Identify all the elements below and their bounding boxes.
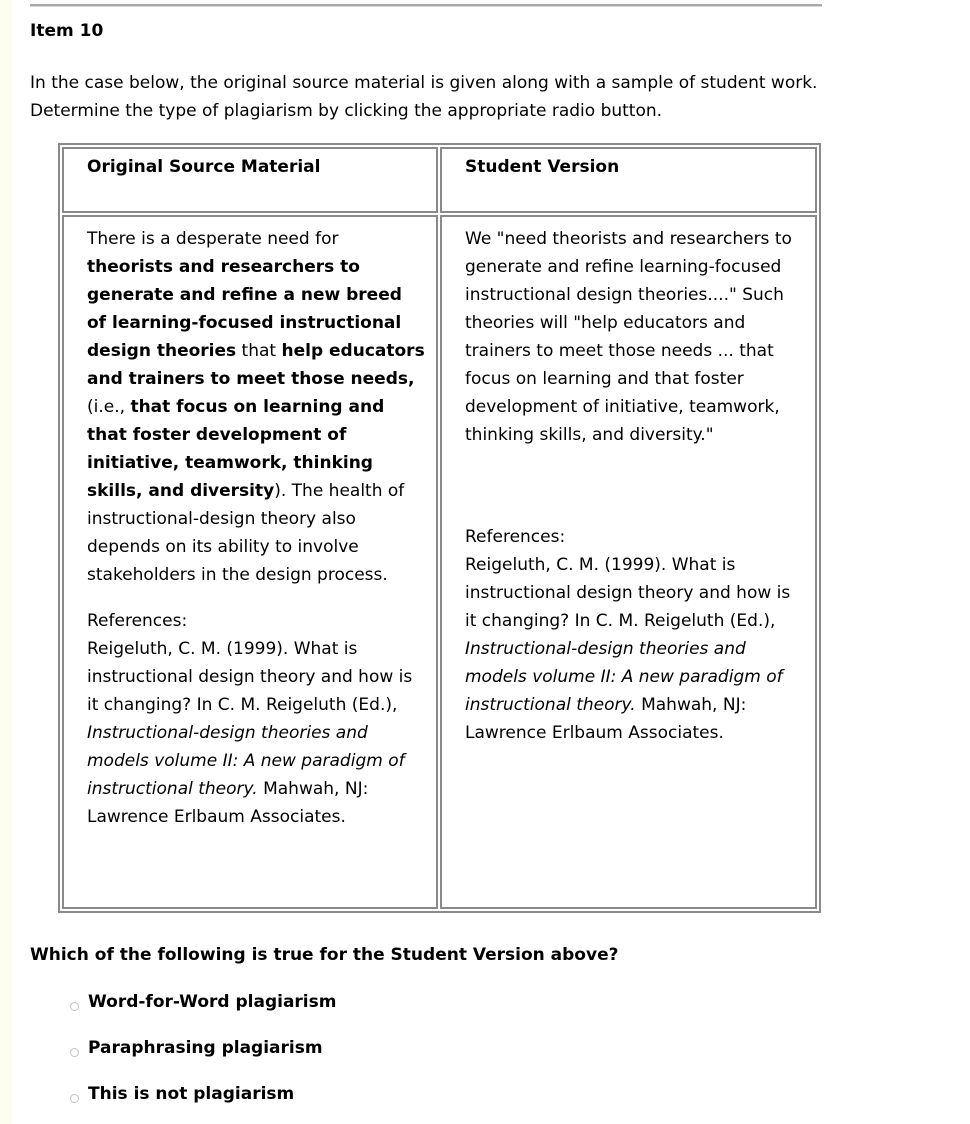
item-title: Item 10 [30,21,104,41]
original-source-text [87,225,426,589]
top-divider [30,4,822,7]
option-word-for-word[interactable] [70,990,336,1014]
original-segment-bold: help educators and trainers to meet those needs, [87,341,425,389]
original-source-cell [62,215,438,909]
original-segment-bold: that focus on learning and that foster development of initiative, teamwork, thinking skills, and diversity [87,397,385,501]
radio-button[interactable] [70,1094,79,1103]
student-header-cell [440,147,817,213]
radio-button[interactable] [70,1002,79,1011]
reference-book-title: Instructional-design theories and models volume II: A new paradigm of instructional theory. [465,639,783,715]
original-header: Original Source Material [87,157,321,177]
references-label: References: [465,527,566,547]
option-not-plagiarism[interactable] [70,1082,294,1106]
option-paraphrasing[interactable] [70,1036,323,1060]
table-header-row [62,147,817,213]
student-header: Student Version [465,157,620,177]
reference-book-title: Instructional-design theories and models volume II: A new paradigm of instructional theory. [87,723,405,799]
table-body-row [62,215,817,909]
original-segment: ). The health of instructional-design theory also depends on its ability to involve stakeholders in the design process. [87,481,405,585]
comparison-table [58,143,821,913]
student-version-text: We "need theorists and researchers to generate and refine learning-focused instructional design theories...." Such theories will "help educators and trainers to meet those needs ... that focus on learning and that foster development of initiative, teamwork, thinking skills, and diversity." [465,229,792,445]
reference-publisher: Mahwah, NJ: Lawrence Erlbaum Associates. [465,695,747,743]
reference-citation [87,635,426,831]
original-segment-bold: theorists and researchers to generate and refine a new breed of learning-focused instructional design theories [87,257,402,361]
option-label[interactable]: Word-for-Word plagiarism [88,992,337,1012]
reference-citation [465,551,805,747]
references-label: References: [87,611,188,631]
option-label[interactable]: Paraphrasing plagiarism [88,1038,323,1058]
original-segment: There is a desperate need for [87,229,339,249]
question-prompt: Which of the following is true for the Student Version above? [30,945,619,965]
reference-text: Reigeluth, C. M. (1999). What is instructional design theory and how is it changing? In C. M. Reigeluth (Ed.), [465,555,791,631]
original-segment: (i.e., [87,397,131,417]
page-left-strip [0,0,12,1124]
original-header-cell [62,147,438,213]
reference-text: Reigeluth, C. M. (1999). What is instructional design theory and how is it changing? In C. M. Reigeluth (Ed.), [87,639,413,715]
student-version-cell [440,215,817,909]
instructions-text: In the case below, the original source material is given along with a sample of student work. Determine the type of plagiarism by clicking the appropriate radio button. [30,73,818,121]
original-references [87,607,426,831]
radio-button[interactable] [70,1048,79,1057]
option-label[interactable]: This is not plagiarism [88,1084,295,1104]
student-references [465,523,805,747]
original-segment: that [236,341,282,361]
reference-publisher: Mahwah, NJ: Lawrence Erlbaum Associates. [87,779,369,827]
